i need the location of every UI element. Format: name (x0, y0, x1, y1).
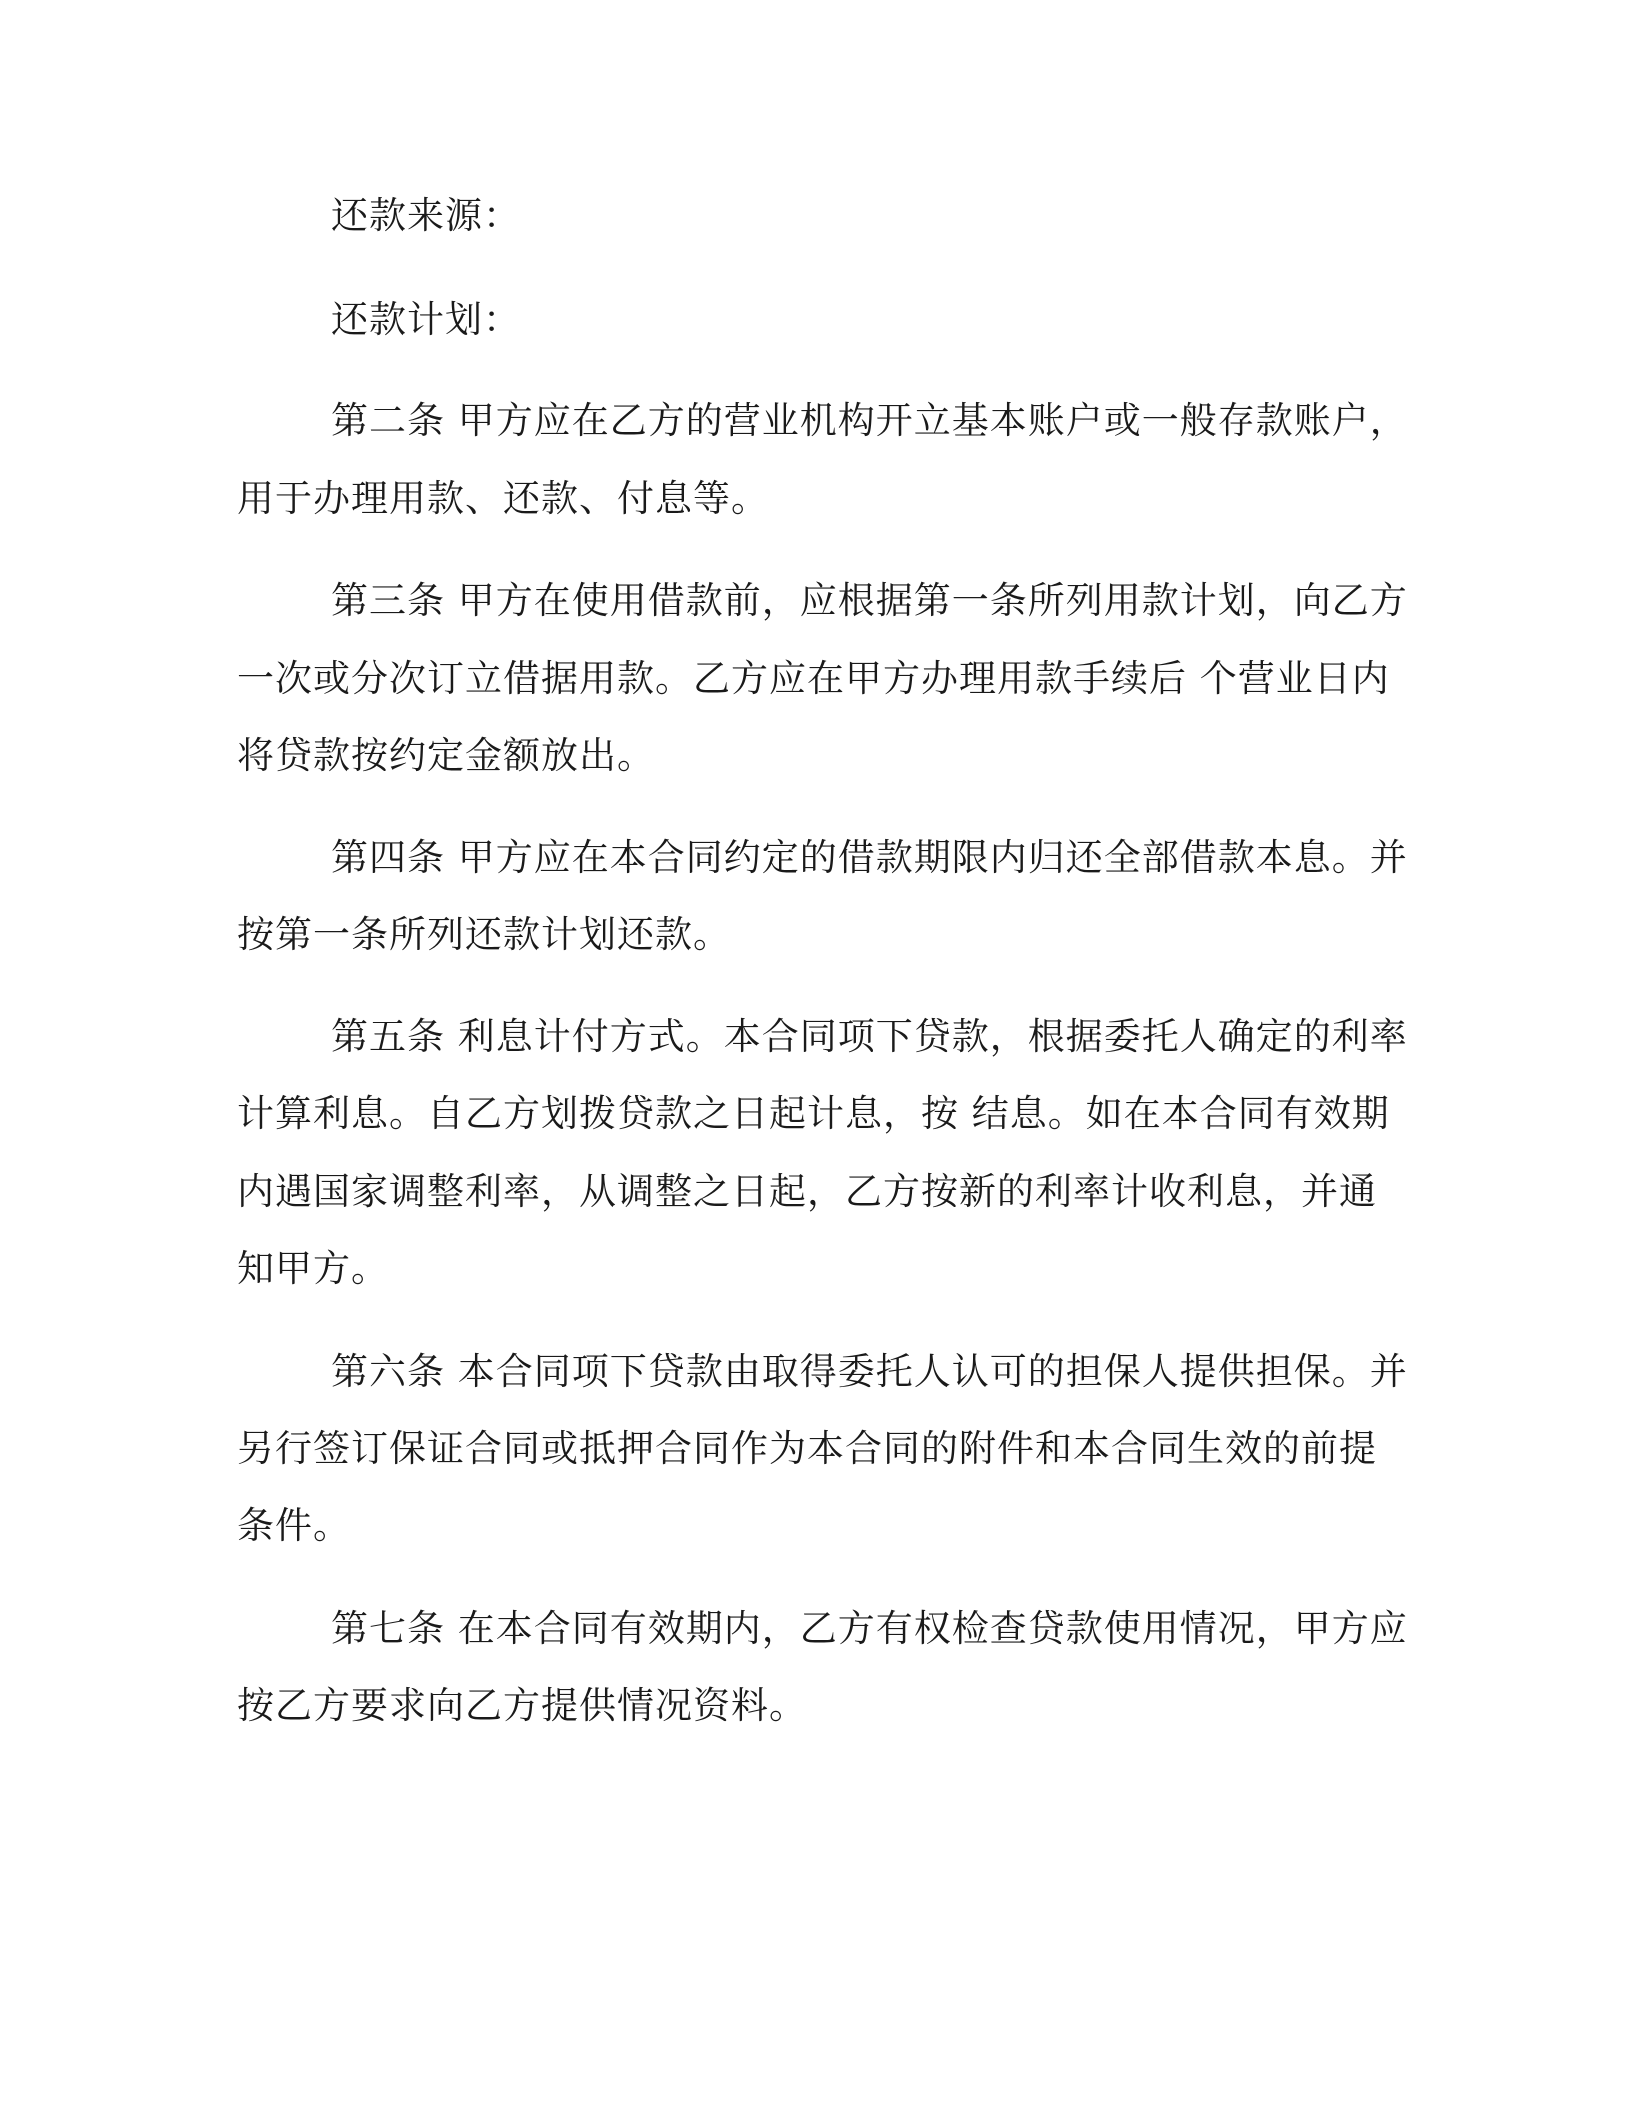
article-5-line-3: 内遇国家调整利率，从调整之日起，乙方按新的利率计收利息，并通 (237, 1170, 1377, 1213)
repay-plan-line: 还款计划： (331, 298, 521, 341)
article-6-line-2: 另行签订保证合同或抵押合同作为本合同的附件和本合同生效的前提 (237, 1427, 1377, 1470)
article-6-line-3: 条件。 (237, 1504, 351, 1547)
article-7-line-2: 按乙方要求向乙方提供情况资料。 (237, 1684, 807, 1727)
article-2-line-1: 第二条 甲方应在乙方的营业机构开立基本账户或一般存款账户， (331, 399, 1408, 442)
repay-source-line: 还款来源： (331, 194, 521, 237)
article-2-line-2: 用于办理用款、还款、付息等。 (237, 477, 769, 520)
article-5-line-4: 知甲方。 (237, 1247, 389, 1290)
article-3-line-1: 第三条 甲方在使用借款前，应根据第一条所列用款计划，向乙方 (331, 579, 1408, 622)
article-4-line-1: 第四条 甲方应在本合同约定的借款期限内归还全部借款本息。并 (331, 836, 1408, 879)
article-3-line-2: 一次或分次订立借据用款。乙方应在甲方办理用款手续后 个营业日内 (237, 657, 1390, 700)
article-4-line-2: 按第一条所列还款计划还款。 (237, 913, 731, 956)
article-7-line-1: 第七条 在本合同有效期内，乙方有权检查贷款使用情况，甲方应 (331, 1607, 1408, 1650)
article-5-line-1: 第五条 利息计付方式。本合同项下贷款，根据委托人确定的利率 (331, 1015, 1408, 1058)
article-3-line-3: 将贷款按约定金额放出。 (237, 734, 655, 777)
article-6-line-1: 第六条 本合同项下贷款由取得委托人认可的担保人提供担保。并 (331, 1350, 1408, 1393)
article-5-line-2: 计算利息。自乙方划拨贷款之日起计息，按 结息。如在本合同有效期 (237, 1092, 1390, 1135)
